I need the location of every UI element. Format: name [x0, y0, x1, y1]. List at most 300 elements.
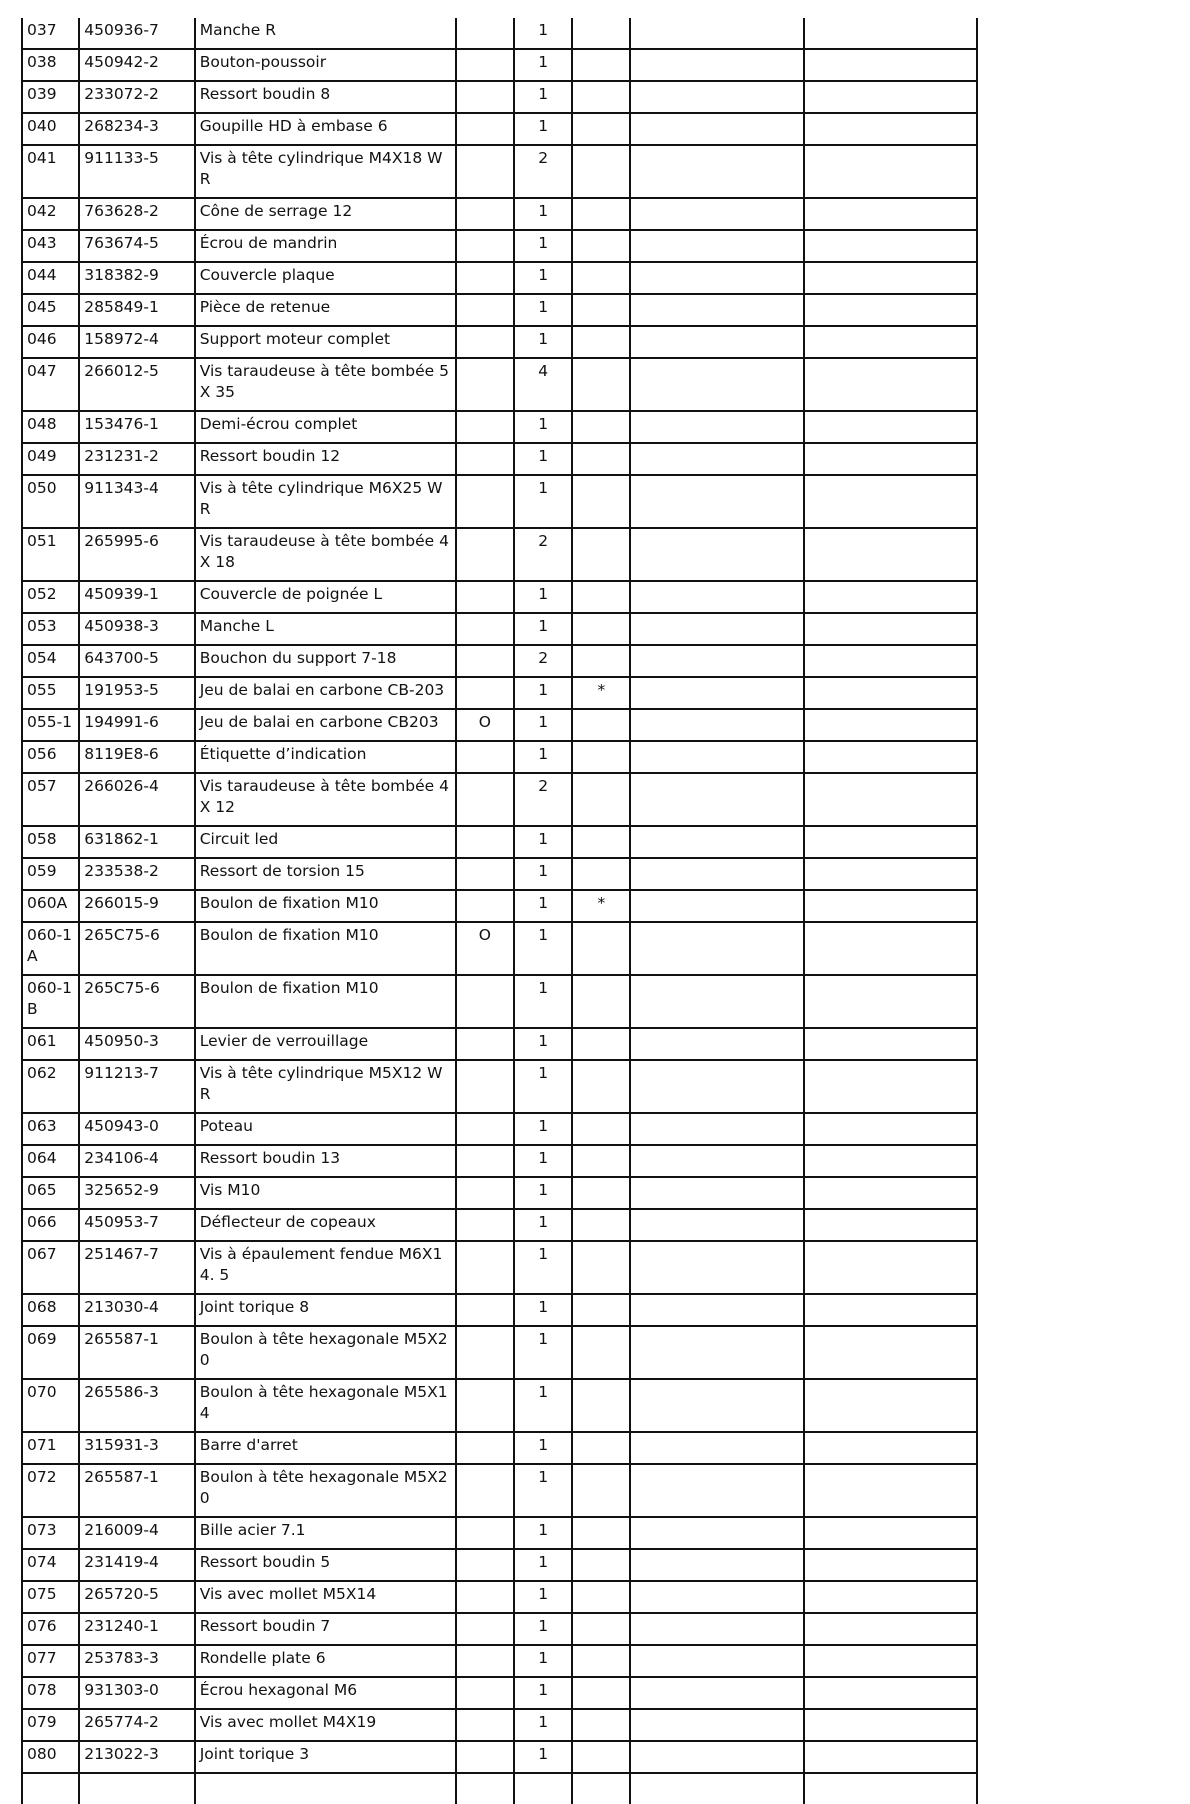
- option-cell: [456, 1241, 514, 1294]
- description-cell: Vis à épaulement fendue M6X14. 5: [195, 1241, 456, 1294]
- note-cell: [804, 230, 977, 262]
- description-cell: Rondelle plate 6: [195, 1645, 456, 1677]
- table-row: [22, 262, 977, 294]
- description-cell: Manche L: [195, 613, 456, 645]
- option-cell: [456, 145, 514, 198]
- quantity-cell: 1: [514, 262, 572, 294]
- quantity-cell: 2: [514, 645, 572, 677]
- quantity-cell: 1: [514, 411, 572, 443]
- description-cell: Circuit led: [195, 826, 456, 858]
- option-cell: [456, 1709, 514, 1741]
- item-number-cell: 064: [22, 1145, 79, 1177]
- note-cell: [804, 1517, 977, 1549]
- note-cell: [630, 18, 804, 49]
- mark-cell: [572, 1432, 630, 1464]
- table-row: [22, 358, 977, 411]
- option-cell: [456, 1028, 514, 1060]
- table-row: [22, 613, 977, 645]
- option-cell: [456, 358, 514, 411]
- note-cell: [630, 294, 804, 326]
- part-number-cell: 931303-0: [79, 1677, 194, 1709]
- quantity-cell: 1: [514, 1613, 572, 1645]
- note-cell: [804, 1379, 977, 1432]
- quantity-cell: 1: [514, 294, 572, 326]
- note-cell: [804, 1677, 977, 1709]
- mark-cell: [572, 528, 630, 581]
- empty-cell: [804, 1773, 977, 1804]
- part-number-cell: 265587-1: [79, 1464, 194, 1517]
- note-cell: [630, 1379, 804, 1432]
- note-cell: [630, 1294, 804, 1326]
- description-cell: Ressort boudin 12: [195, 443, 456, 475]
- quantity-cell: 1: [514, 826, 572, 858]
- table-row: [22, 1464, 977, 1517]
- quantity-cell: 1: [514, 1709, 572, 1741]
- item-number-cell: 042: [22, 198, 79, 230]
- mark-cell: [572, 1517, 630, 1549]
- item-number-cell: 072: [22, 1464, 79, 1517]
- part-number-cell: 153476-1: [79, 411, 194, 443]
- option-cell: [456, 49, 514, 81]
- description-cell: Barre d'arret: [195, 1432, 456, 1464]
- mark-cell: [572, 1145, 630, 1177]
- quantity-cell: 1: [514, 81, 572, 113]
- item-number-cell: 043: [22, 230, 79, 262]
- table-row: [22, 677, 977, 709]
- part-number-cell: 216009-4: [79, 1517, 194, 1549]
- description-cell: Manche R: [195, 18, 456, 49]
- option-cell: [456, 18, 514, 49]
- mark-cell: [572, 1581, 630, 1613]
- option-cell: [456, 613, 514, 645]
- note-cell: [804, 1209, 977, 1241]
- option-cell: [456, 326, 514, 358]
- mark-cell: [572, 443, 630, 475]
- option-cell: [456, 198, 514, 230]
- description-cell: Bouchon du support 7-18: [195, 645, 456, 677]
- description-cell: Boulon de fixation M10: [195, 922, 456, 975]
- description-cell: Vis taraudeuse à tête bombée 4X 18: [195, 528, 456, 581]
- description-cell: Bille acier 7.1: [195, 1517, 456, 1549]
- item-number-cell: 045: [22, 294, 79, 326]
- option-cell: O: [456, 922, 514, 975]
- part-number-cell: 234106-4: [79, 1145, 194, 1177]
- quantity-cell: 1: [514, 1113, 572, 1145]
- item-number-cell: 054: [22, 645, 79, 677]
- quantity-cell: 1: [514, 1379, 572, 1432]
- part-number-cell: 643700-5: [79, 645, 194, 677]
- note-cell: [804, 18, 977, 49]
- option-cell: [456, 1549, 514, 1581]
- note-cell: [804, 1241, 977, 1294]
- option-cell: [456, 1294, 514, 1326]
- note-cell: [804, 1294, 977, 1326]
- description-cell: Ressort boudin 8: [195, 81, 456, 113]
- mark-cell: [572, 1379, 630, 1432]
- table-row: [22, 49, 977, 81]
- mark-cell: [572, 1177, 630, 1209]
- option-cell: [456, 230, 514, 262]
- quantity-cell: 1: [514, 198, 572, 230]
- note-cell: [804, 1549, 977, 1581]
- option-cell: [456, 1113, 514, 1145]
- mark-cell: [572, 1709, 630, 1741]
- table-row: [22, 113, 977, 145]
- description-cell: Boulon à tête hexagonale M5X20: [195, 1464, 456, 1517]
- part-number-cell: 315931-3: [79, 1432, 194, 1464]
- note-cell: [804, 198, 977, 230]
- table-row: [22, 326, 977, 358]
- quantity-cell: 1: [514, 1177, 572, 1209]
- part-number-cell: 266012-5: [79, 358, 194, 411]
- item-number-cell: 047: [22, 358, 79, 411]
- item-number-cell: 041: [22, 145, 79, 198]
- note-cell: [804, 1581, 977, 1613]
- mark-cell: [572, 358, 630, 411]
- quantity-cell: 1: [514, 1241, 572, 1294]
- mark-cell: [572, 645, 630, 677]
- mark-cell: [572, 294, 630, 326]
- quantity-cell: 1: [514, 858, 572, 890]
- quantity-cell: 1: [514, 18, 572, 49]
- note-cell: [804, 581, 977, 613]
- note-cell: [630, 230, 804, 262]
- part-number-cell: 265587-1: [79, 1326, 194, 1379]
- table-row-empty: [22, 1773, 977, 1804]
- note-cell: [630, 113, 804, 145]
- option-cell: [456, 1432, 514, 1464]
- option-cell: [456, 1060, 514, 1113]
- table-row: [22, 890, 977, 922]
- option-cell: [456, 645, 514, 677]
- part-number-cell: 450953-7: [79, 1209, 194, 1241]
- table-row: [22, 1113, 977, 1145]
- empty-cell: [456, 1773, 514, 1804]
- mark-cell: [572, 1549, 630, 1581]
- note-cell: [804, 826, 977, 858]
- mark-cell: [572, 198, 630, 230]
- mark-cell: [572, 1464, 630, 1517]
- description-cell: Bouton-poussoir: [195, 49, 456, 81]
- table-row: [22, 1177, 977, 1209]
- part-number-cell: 158972-4: [79, 326, 194, 358]
- quantity-cell: 1: [514, 475, 572, 528]
- mark-cell: [572, 773, 630, 826]
- table-row: [22, 1060, 977, 1113]
- part-number-cell: 213030-4: [79, 1294, 194, 1326]
- note-cell: [630, 145, 804, 198]
- mark-cell: [572, 262, 630, 294]
- note-cell: [630, 1432, 804, 1464]
- quantity-cell: 4: [514, 358, 572, 411]
- note-cell: [630, 358, 804, 411]
- quantity-cell: 1: [514, 613, 572, 645]
- quantity-cell: 1: [514, 1326, 572, 1379]
- note-cell: [630, 49, 804, 81]
- note-cell: [630, 709, 804, 741]
- note-cell: [804, 1326, 977, 1379]
- item-number-cell: 056: [22, 741, 79, 773]
- item-number-cell: 063: [22, 1113, 79, 1145]
- note-cell: [804, 113, 977, 145]
- mark-cell: [572, 581, 630, 613]
- table-row: [22, 1241, 977, 1294]
- note-cell: [804, 358, 977, 411]
- note-cell: [804, 1432, 977, 1464]
- description-cell: Écrou de mandrin: [195, 230, 456, 262]
- note-cell: [804, 145, 977, 198]
- description-cell: Vis à tête cylindrique M4X18 WR: [195, 145, 456, 198]
- note-cell: [630, 1741, 804, 1773]
- part-number-cell: 265C75-6: [79, 975, 194, 1028]
- description-cell: Déflecteur de copeaux: [195, 1209, 456, 1241]
- item-number-cell: 077: [22, 1645, 79, 1677]
- table-row: [22, 528, 977, 581]
- description-cell: Demi-écrou complet: [195, 411, 456, 443]
- note-cell: [630, 922, 804, 975]
- note-cell: [630, 262, 804, 294]
- part-number-cell: 763674-5: [79, 230, 194, 262]
- mark-cell: [572, 49, 630, 81]
- description-cell: Goupille HD à embase 6: [195, 113, 456, 145]
- quantity-cell: 1: [514, 975, 572, 1028]
- part-number-cell: 450943-0: [79, 1113, 194, 1145]
- table-row: [22, 1145, 977, 1177]
- mark-cell: [572, 81, 630, 113]
- part-number-cell: 268234-3: [79, 113, 194, 145]
- item-number-cell: 075: [22, 1581, 79, 1613]
- table-row: [22, 1028, 977, 1060]
- quantity-cell: 1: [514, 1060, 572, 1113]
- empty-cell: [22, 1773, 79, 1804]
- mark-cell: [572, 230, 630, 262]
- note-cell: [804, 443, 977, 475]
- table-row: [22, 230, 977, 262]
- table-row: [22, 1677, 977, 1709]
- quantity-cell: 1: [514, 1581, 572, 1613]
- mark-cell: [572, 326, 630, 358]
- empty-cell: [572, 1773, 630, 1804]
- option-cell: [456, 1177, 514, 1209]
- quantity-cell: 1: [514, 1517, 572, 1549]
- note-cell: [804, 1645, 977, 1677]
- option-cell: [456, 528, 514, 581]
- quantity-cell: 1: [514, 1294, 572, 1326]
- option-cell: O: [456, 709, 514, 741]
- quantity-cell: 1: [514, 1145, 572, 1177]
- item-number-cell: 058: [22, 826, 79, 858]
- item-number-cell: 066: [22, 1209, 79, 1241]
- description-cell: Joint torique 3: [195, 1741, 456, 1773]
- quantity-cell: 2: [514, 773, 572, 826]
- option-cell: [456, 294, 514, 326]
- option-cell: [456, 773, 514, 826]
- parts-table: [21, 18, 978, 1804]
- table-row: [22, 1645, 977, 1677]
- description-cell: Vis taraudeuse à tête bombée 4X 12: [195, 773, 456, 826]
- table-row: [22, 1549, 977, 1581]
- mark-cell: [572, 1113, 630, 1145]
- description-cell: Ressort boudin 13: [195, 1145, 456, 1177]
- quantity-cell: 1: [514, 326, 572, 358]
- description-cell: Vis à tête cylindrique M6X25 WR: [195, 475, 456, 528]
- part-number-cell: 265C75-6: [79, 922, 194, 975]
- mark-cell: *: [572, 677, 630, 709]
- quantity-cell: 1: [514, 1645, 572, 1677]
- note-cell: [630, 677, 804, 709]
- note-cell: [630, 1060, 804, 1113]
- part-number-cell: 763628-2: [79, 198, 194, 230]
- part-number-cell: 911343-4: [79, 475, 194, 528]
- quantity-cell: 2: [514, 145, 572, 198]
- option-cell: [456, 475, 514, 528]
- mark-cell: [572, 1326, 630, 1379]
- option-cell: [456, 81, 514, 113]
- note-cell: [804, 645, 977, 677]
- table-row: [22, 1432, 977, 1464]
- empty-cell: [514, 1773, 572, 1804]
- item-number-cell: 067: [22, 1241, 79, 1294]
- table-row: [22, 826, 977, 858]
- item-number-cell: 052: [22, 581, 79, 613]
- note-cell: [630, 1677, 804, 1709]
- table-row: [22, 581, 977, 613]
- note-cell: [630, 1549, 804, 1581]
- item-number-cell: 061: [22, 1028, 79, 1060]
- option-cell: [456, 858, 514, 890]
- part-number-cell: 194991-6: [79, 709, 194, 741]
- note-cell: [804, 1613, 977, 1645]
- table-row: [22, 1709, 977, 1741]
- part-number-cell: 450936-7: [79, 18, 194, 49]
- note-cell: [804, 773, 977, 826]
- item-number-cell: 060-1 A: [22, 922, 79, 975]
- note-cell: [630, 741, 804, 773]
- note-cell: [630, 326, 804, 358]
- item-number-cell: 057: [22, 773, 79, 826]
- part-number-cell: 266026-4: [79, 773, 194, 826]
- note-cell: [804, 613, 977, 645]
- part-number-cell: 253783-3: [79, 1645, 194, 1677]
- option-cell: [456, 1517, 514, 1549]
- description-cell: Cône de serrage 12: [195, 198, 456, 230]
- table-row: [22, 1741, 977, 1773]
- mark-cell: [572, 1741, 630, 1773]
- note-cell: [630, 1709, 804, 1741]
- mark-cell: [572, 1294, 630, 1326]
- table-row: [22, 645, 977, 677]
- note-cell: [804, 1709, 977, 1741]
- description-cell: Boulon de fixation M10: [195, 975, 456, 1028]
- description-cell: Vis M10: [195, 1177, 456, 1209]
- description-cell: Ressort boudin 5: [195, 1549, 456, 1581]
- item-number-cell: 037: [22, 18, 79, 49]
- table-row: [22, 475, 977, 528]
- option-cell: [456, 1326, 514, 1379]
- option-cell: [456, 443, 514, 475]
- part-number-cell: 231240-1: [79, 1613, 194, 1645]
- mark-cell: [572, 475, 630, 528]
- quantity-cell: 1: [514, 1209, 572, 1241]
- item-number-cell: 076: [22, 1613, 79, 1645]
- note-cell: [804, 262, 977, 294]
- item-number-cell: 073: [22, 1517, 79, 1549]
- part-number-cell: 450939-1: [79, 581, 194, 613]
- description-cell: Couvercle plaque: [195, 262, 456, 294]
- option-cell: [456, 1581, 514, 1613]
- note-cell: [804, 709, 977, 741]
- note-cell: [630, 1326, 804, 1379]
- option-cell: [456, 677, 514, 709]
- note-cell: [804, 294, 977, 326]
- item-number-cell: 062: [22, 1060, 79, 1113]
- part-number-cell: 8119E8-6: [79, 741, 194, 773]
- item-number-cell: 060A: [22, 890, 79, 922]
- item-number-cell: 048: [22, 411, 79, 443]
- part-number-cell: 318382-9: [79, 262, 194, 294]
- mark-cell: [572, 145, 630, 198]
- mark-cell: [572, 613, 630, 645]
- part-number-cell: 265995-6: [79, 528, 194, 581]
- empty-cell: [195, 1773, 456, 1804]
- table-row: [22, 18, 977, 49]
- note-cell: [630, 858, 804, 890]
- table-row: [22, 294, 977, 326]
- description-cell: Écrou hexagonal M6: [195, 1677, 456, 1709]
- mark-cell: [572, 411, 630, 443]
- note-cell: [804, 81, 977, 113]
- item-number-cell: 038: [22, 49, 79, 81]
- item-number-cell: 079: [22, 1709, 79, 1741]
- mark-cell: [572, 1028, 630, 1060]
- part-number-cell: 450950-3: [79, 1028, 194, 1060]
- quantity-cell: 1: [514, 443, 572, 475]
- table-row: [22, 1581, 977, 1613]
- note-cell: [630, 581, 804, 613]
- note-cell: [630, 411, 804, 443]
- part-number-cell: 911213-7: [79, 1060, 194, 1113]
- quantity-cell: 1: [514, 1549, 572, 1581]
- part-number-cell: 285849-1: [79, 294, 194, 326]
- note-cell: [630, 773, 804, 826]
- table-row: [22, 1517, 977, 1549]
- note-cell: [630, 1517, 804, 1549]
- description-cell: Boulon à tête hexagonale M5X20: [195, 1326, 456, 1379]
- note-cell: [630, 1613, 804, 1645]
- item-number-cell: 050: [22, 475, 79, 528]
- mark-cell: [572, 858, 630, 890]
- option-cell: [456, 826, 514, 858]
- note-cell: [630, 1464, 804, 1517]
- part-number-cell: 266015-9: [79, 890, 194, 922]
- mark-cell: [572, 826, 630, 858]
- quantity-cell: 1: [514, 922, 572, 975]
- description-cell: Étiquette d’indication: [195, 741, 456, 773]
- description-cell: Ressort de torsion 15: [195, 858, 456, 890]
- part-number-cell: 233072-2: [79, 81, 194, 113]
- item-number-cell: 055: [22, 677, 79, 709]
- table-row: [22, 1294, 977, 1326]
- mark-cell: [572, 975, 630, 1028]
- item-number-cell: 071: [22, 1432, 79, 1464]
- description-cell: Jeu de balai en carbone CB-203: [195, 677, 456, 709]
- note-cell: [630, 1113, 804, 1145]
- option-cell: [456, 1209, 514, 1241]
- quantity-cell: 1: [514, 677, 572, 709]
- description-cell: Poteau: [195, 1113, 456, 1145]
- note-cell: [804, 326, 977, 358]
- item-number-cell: 065: [22, 1177, 79, 1209]
